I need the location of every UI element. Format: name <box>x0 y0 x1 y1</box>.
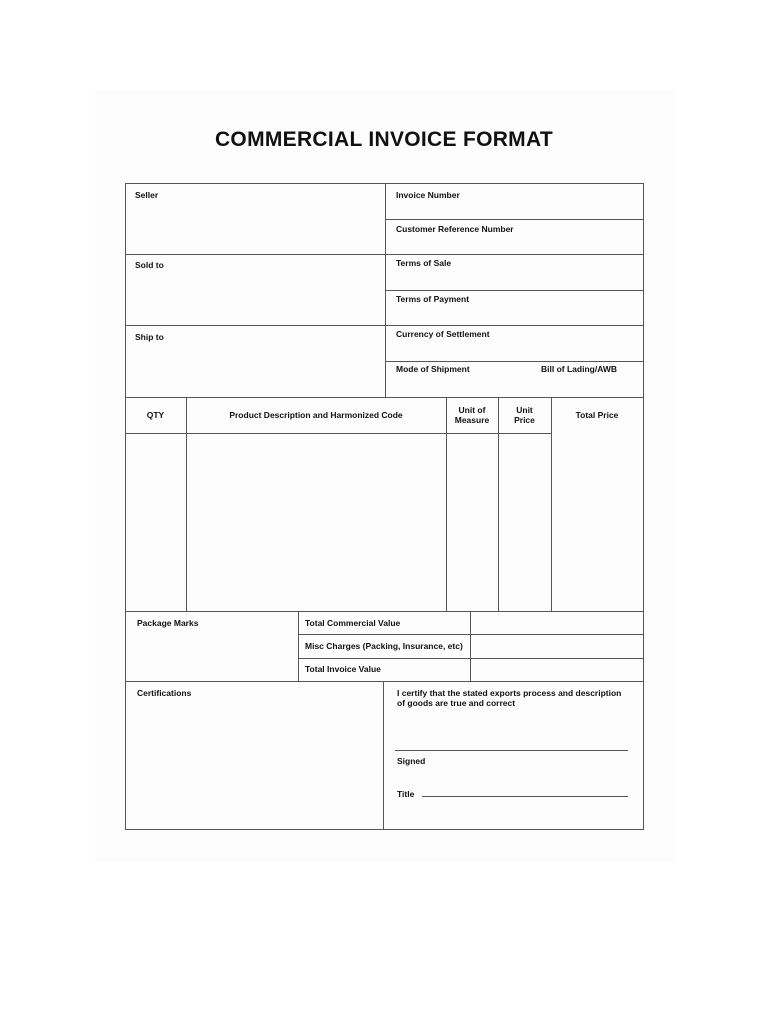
unit-price-col-line <box>551 397 552 611</box>
qty-col-line <box>186 397 187 611</box>
ship-to-label: Ship to <box>135 332 164 342</box>
sold-to-label: Sold to <box>135 260 164 270</box>
certifications-label: Certifications <box>137 688 192 698</box>
unit-of-measure-line2: Measure <box>454 415 490 425</box>
border-right <box>643 183 644 830</box>
signed-label: Signed <box>397 756 426 766</box>
bill-of-lading-label: Bill of Lading/AWB <box>541 364 618 374</box>
items-header-line <box>125 433 552 434</box>
misc-charges-label: Misc Charges (Packing, Insurance, etc) <box>305 641 463 651</box>
terms-of-payment-label: Terms of Payment <box>396 294 470 304</box>
misc-charges-line <box>298 658 644 659</box>
terms-of-sale-line <box>385 290 644 291</box>
unit-price-line1: Unit <box>516 405 533 415</box>
package-marks-divider <box>298 611 299 681</box>
unit-price-header <box>498 405 551 425</box>
unit-of-measure-line1: Unit of <box>458 405 486 415</box>
terms-of-sale-label: Terms of Sale <box>396 258 452 268</box>
items-bottom-line <box>125 611 644 612</box>
unit-price-line2: Price <box>514 415 535 425</box>
certification-statement-line2: of goods are true and correct <box>397 698 516 708</box>
signature-line <box>395 750 628 751</box>
title-label: Title <box>397 789 415 799</box>
customer-reference-label: Customer Reference Number <box>396 224 514 234</box>
qty-header: QTY <box>146 410 165 420</box>
invoice-number-label: Invoice Number <box>396 190 460 200</box>
unit-of-measure-header <box>446 405 498 425</box>
certification-statement-line1: I certify that the stated exports process and description <box>397 688 622 698</box>
certification-statement <box>397 688 621 708</box>
package-marks-label: Package Marks <box>137 618 199 628</box>
totals-bottom-line <box>125 681 644 682</box>
uom-col-line <box>498 397 499 611</box>
desc-col-line <box>446 397 447 611</box>
description-header: Product Description and Harmonized Code <box>229 410 403 420</box>
total-invoice-value-label: Total Invoice Value <box>305 664 381 674</box>
invoice-number-line <box>385 219 644 220</box>
mode-of-shipment-label: Mode of Shipment <box>396 364 470 374</box>
shipto-bottom-line <box>125 397 644 398</box>
certification-divider <box>383 681 384 830</box>
total-commercial-value-label: Total Commercial Value <box>305 618 401 628</box>
currency-line <box>385 361 644 362</box>
border-bottom <box>125 829 644 830</box>
totals-value-divider <box>470 611 471 681</box>
invoice-form <box>125 183 644 830</box>
page-title: COMMERCIAL INVOICE FORMAT <box>214 128 554 151</box>
currency-of-settlement-label: Currency of Settlement <box>396 329 490 339</box>
seller-bottom-line <box>125 254 644 255</box>
border-left <box>125 183 126 830</box>
total-price-header: Total Price <box>575 410 619 420</box>
commercial-value-line <box>298 634 644 635</box>
title-line <box>422 796 628 797</box>
seller-label: Seller <box>135 190 159 200</box>
soldto-bottom-line <box>125 325 644 326</box>
